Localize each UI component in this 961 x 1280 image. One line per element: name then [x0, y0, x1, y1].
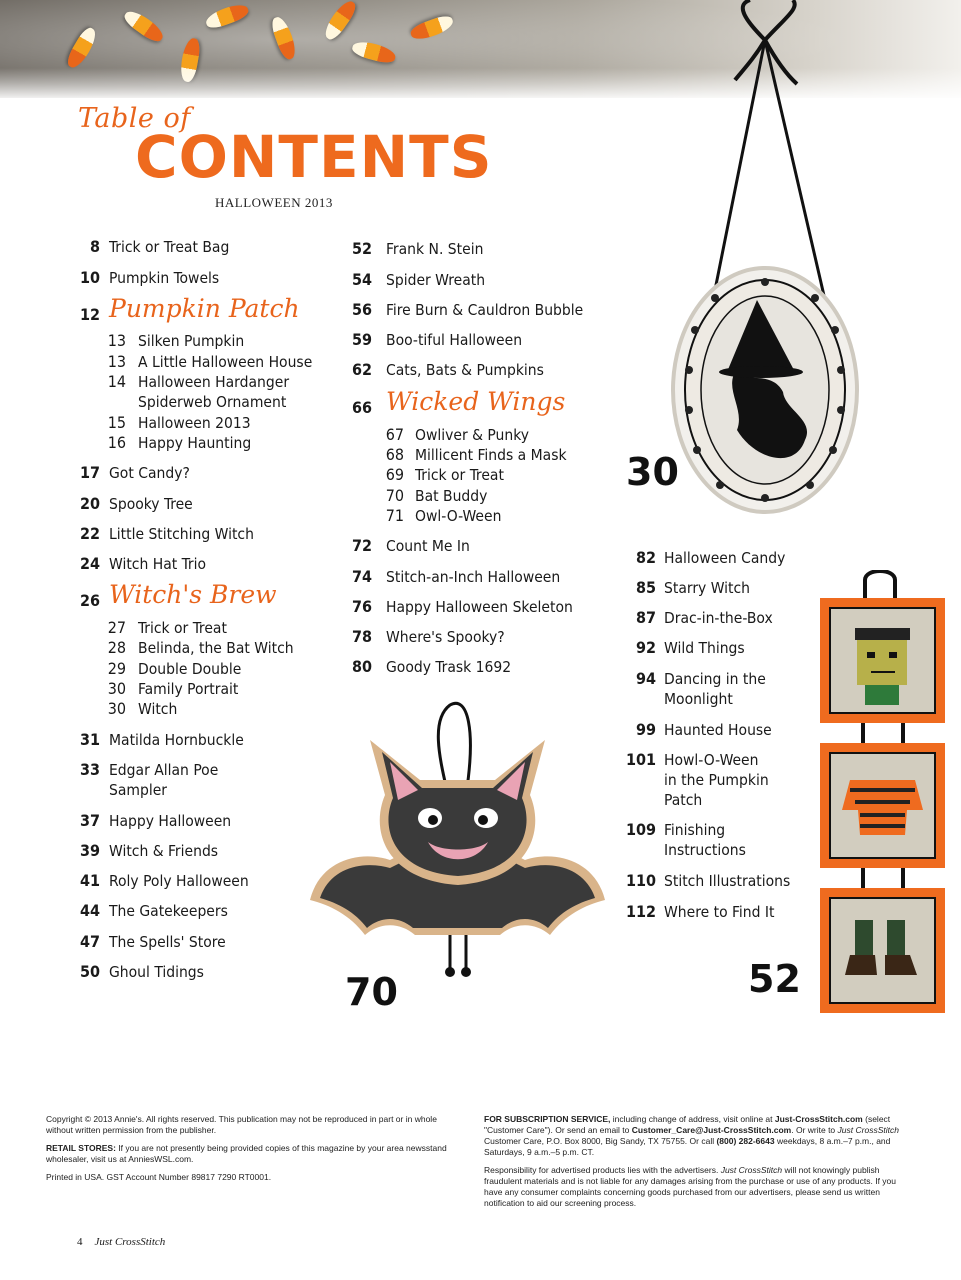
toc-title-line: Spooky Tree	[109, 495, 193, 513]
toc-page-number: 109	[625, 820, 656, 839]
toc-page-number: 17	[79, 463, 100, 482]
toc-title	[109, 554, 206, 574]
toc-page-number: 22	[79, 524, 100, 543]
toc-page-number: 69	[385, 465, 404, 484]
magazine-name: Just CrossStitch	[837, 1125, 899, 1135]
toc-title	[109, 237, 229, 257]
toc-title	[109, 871, 249, 891]
toc-title-line: Halloween Hardanger	[138, 373, 290, 391]
toc-title	[138, 618, 227, 638]
toc-title-line: The Spells' Store	[109, 933, 226, 951]
toc-title-line: Ghoul Tidings	[109, 963, 204, 981]
toc-title-line: Happy Halloween	[109, 812, 232, 830]
toc-title	[415, 506, 501, 526]
toc-title-line: Howl-O-Ween	[664, 751, 759, 769]
toc-page-number: 82	[635, 548, 656, 567]
toc-title	[386, 330, 522, 350]
toc-page-number: 28	[107, 638, 126, 657]
toc-title-line: Wild Things	[664, 639, 745, 657]
candy-corn-icon	[178, 37, 201, 83]
toc-title	[386, 536, 470, 556]
retail-stores-text: If you are not presently being provided copies of this magazine by your area newsstand wholesaler, visit us at AnniesWSL.com.	[46, 1143, 447, 1164]
toc-page-number: 41	[79, 871, 100, 890]
toc-title-line: Spiderweb Ornament	[138, 393, 287, 411]
toc-title	[664, 820, 746, 860]
toc-page-number: 33	[79, 760, 100, 779]
toc-title	[109, 730, 244, 750]
toc-title-line: Dancing in the	[664, 670, 766, 688]
toc-page-number: 99	[635, 720, 656, 739]
toc-page-number: 76	[351, 597, 372, 616]
responsibility-text-1: Responsibility for advertised products lies with the advertisers.	[484, 1165, 719, 1175]
toc-title-line: Stitch Illustrations	[664, 872, 791, 890]
toc-title-line: Stitch-an-Inch Halloween	[386, 568, 561, 586]
toc-page-number: 30	[107, 679, 126, 698]
toc-page-number: 8	[89, 237, 100, 256]
toc-title-line: The Gatekeepers	[109, 902, 228, 920]
toc-page-number: 80	[351, 657, 372, 676]
toc-title-line: Witch	[138, 700, 178, 718]
toc-page-number: 62	[351, 360, 372, 379]
toc-title	[109, 294, 300, 323]
toc-title-line: Count Me In	[386, 537, 470, 555]
toc-page-number: 39	[79, 841, 100, 860]
folio-page-number: 4	[77, 1236, 83, 1248]
toc-page-number: 59	[351, 330, 372, 349]
toc-title-line: Fire Burn & Cauldron Bubble	[386, 301, 584, 319]
toc-title-line: Halloween Candy	[664, 549, 786, 567]
toc-page-number: 26	[79, 591, 100, 610]
toc-page-number: 24	[79, 554, 100, 573]
toc-title	[386, 597, 573, 617]
toc-title	[386, 360, 544, 380]
toc-title	[415, 486, 487, 506]
toc-title-line: Instructions	[664, 841, 746, 859]
toc-title	[664, 578, 750, 598]
toc-title-line: Happy Halloween Skeleton	[386, 598, 573, 616]
toc-title	[386, 270, 485, 290]
toc-page-number: 54	[351, 270, 372, 289]
toc-page-number: 14	[107, 372, 126, 391]
toc-title-line: Got Candy?	[109, 464, 190, 482]
toc-page-number: 112	[625, 902, 656, 921]
toc-page-number: 70	[385, 486, 404, 505]
toc-title-line: Matilda Hornbuckle	[109, 731, 244, 749]
toc-title	[109, 841, 218, 861]
toc-title-line: Drac-in-the-Box	[664, 609, 773, 627]
candy-corn-icon	[351, 39, 398, 66]
copyright-text: Copyright © 2013 Annie's. All rights reserved. This publication may not be reproduced in part or in whole without written permission from the publisher.	[46, 1114, 437, 1135]
toc-title	[664, 548, 785, 568]
toc-title-line: Cats, Bats & Pumpkins	[386, 361, 544, 379]
toc-title-line: Millicent Finds a Mask	[415, 446, 567, 464]
toc-page-number: 30	[107, 699, 126, 718]
toc-title-line: Patch	[664, 791, 703, 809]
toc-title	[109, 901, 228, 921]
toc-title	[109, 524, 254, 544]
toc-title-line: Double Double	[138, 660, 242, 678]
subscription-label: FOR SUBSCRIPTION SERVICE,	[484, 1114, 611, 1124]
toc-title-line: Frank N. Stein	[386, 240, 484, 258]
toc-title	[138, 331, 244, 351]
toc-title-line: Pumpkin Patch	[109, 294, 300, 323]
toc-title-line: Boo-tiful Halloween	[386, 331, 523, 349]
candy-corn-icon	[321, 0, 359, 43]
toc-title	[415, 465, 504, 485]
toc-title	[109, 760, 218, 800]
subscription-text-4: Customer Care, P.O. Box 8000, Big Sandy, TX 75755. Or call	[484, 1136, 715, 1146]
footer-right	[484, 1114, 904, 1216]
toc-page-number: 66	[351, 398, 372, 417]
toc-title-line: Goody Trask 1692	[386, 658, 512, 676]
toc-title-line: Witch Hat Trio	[109, 555, 207, 573]
toc-page-number: 50	[79, 962, 100, 981]
toc-title-line: Owliver & Punky	[415, 426, 530, 444]
toc-title	[664, 669, 766, 709]
page-folio	[77, 1236, 165, 1248]
magazine-name: Just CrossStitch	[720, 1165, 783, 1175]
printed-in-text: Printed in USA. GST Account Number 89817 7290 RT0001.	[46, 1172, 272, 1182]
folio-magazine: Just CrossStitch	[94, 1236, 166, 1248]
candy-corn-icon	[204, 1, 251, 31]
toc-title-line: Silken Pumpkin	[138, 332, 245, 350]
toc-title	[138, 352, 312, 372]
toc-title	[386, 300, 583, 320]
toc-page-number: 68	[385, 445, 404, 464]
toc-title-line: Haunted House	[664, 721, 772, 739]
toc-page-number: 37	[79, 811, 100, 830]
toc-title-line: Owl-O-Ween	[415, 507, 502, 525]
toc-title	[415, 425, 529, 445]
toc-title	[109, 962, 204, 982]
toc-title	[386, 657, 511, 677]
toc-page-number: 85	[635, 578, 656, 597]
toc-title-line: Moonlight	[664, 690, 733, 708]
subscription-text-5: weekdays, 8 a.m.–7 p.m., and Saturdays, 9 a.m.–5 p.m. CT.	[484, 1136, 891, 1157]
responsibility-text-2: will not knowingly publish fraudulent materials and is not liable for any damages arising from the purchase or use of any products. If you have any consumer complaints concerning goods purchased from our advertisers, please send us written notification to aid our screening process.	[484, 1165, 897, 1208]
toc-title	[138, 433, 251, 453]
subscription-phone: (800) 282-6643	[716, 1136, 775, 1146]
toc-title-line: Pumpkin Towels	[109, 269, 220, 287]
subscription-note	[484, 1114, 904, 1158]
toc-page-number: 72	[351, 536, 372, 555]
toc-title-line: A Little Halloween House	[138, 353, 313, 371]
toc-page-number: 29	[107, 659, 126, 678]
toc-title-line: Witch's Brew	[109, 580, 277, 609]
candy-corn-icon	[121, 7, 166, 45]
toc-page-number: 10	[79, 268, 100, 287]
issue-subtitle: HALLOWEEN 2013	[215, 195, 333, 210]
subscription-text-2: (select "Customer Care"). Or send an email to	[484, 1114, 891, 1135]
subscription-site-link[interactable]: Just-CrossStitch.com	[774, 1114, 863, 1124]
photo-page-bat: 70	[345, 970, 398, 1014]
toc-page-number: 71	[385, 506, 404, 525]
toc-page-number: 110	[625, 871, 656, 890]
photo-page-frankenstein: 52	[748, 957, 801, 1001]
toc-title-line: Roly Poly Halloween	[109, 872, 249, 890]
toc-page-number: 87	[635, 608, 656, 627]
toc-title-line: Bat Buddy	[415, 487, 488, 505]
toc-page-number: 47	[79, 932, 100, 951]
toc-title	[109, 463, 190, 483]
toc-page-number: 27	[107, 618, 126, 637]
toc-page-number: 44	[79, 901, 100, 920]
candy-corn-icon	[269, 15, 299, 62]
toc-title	[386, 239, 483, 259]
toc-page-number: 16	[107, 433, 126, 452]
toc-title	[138, 372, 289, 412]
toc-title	[664, 638, 745, 658]
footer-left	[46, 1114, 461, 1190]
subscription-text-1: including change of address, visit online at	[612, 1114, 773, 1124]
toc-title	[109, 580, 277, 609]
toc-page-number: 12	[79, 305, 100, 324]
toc-title-line: Where's Spooky?	[386, 628, 505, 646]
toc-title-line: Where to Find It	[664, 903, 775, 921]
toc-title-line: Belinda, the Bat Witch	[138, 639, 294, 657]
frankenstein-ornament-image	[805, 570, 955, 1025]
toc-page-number: 78	[351, 627, 372, 646]
toc-page-number: 15	[107, 413, 126, 432]
toc-page-number: 92	[635, 638, 656, 657]
toc-title-line: Happy Haunting	[138, 434, 252, 452]
toc-page-number: 13	[107, 352, 126, 371]
toc-title-line: Edgar Allan Poe	[109, 761, 219, 779]
toc-title-line: Trick or Treat Bag	[109, 238, 230, 256]
candy-corn-icon	[409, 13, 456, 43]
candy-corn-icon	[64, 25, 100, 71]
toc-title	[664, 608, 773, 628]
toc-title-line: Family Portrait	[138, 680, 239, 698]
toc-title-line: Halloween 2013	[138, 414, 251, 432]
toc-title	[386, 627, 505, 647]
toc-title	[109, 811, 231, 831]
witch-ornament-image	[665, 0, 865, 515]
toc-page-number: 101	[625, 750, 656, 769]
toc-page-number: 13	[107, 331, 126, 350]
toc-page-number: 67	[385, 425, 404, 444]
subscription-text-3: . Or write to	[791, 1125, 836, 1135]
toc-page-number: 94	[635, 669, 656, 688]
toc-title-line: Witch & Friends	[109, 842, 219, 860]
toc-title	[138, 679, 238, 699]
responsibility-note	[484, 1165, 904, 1209]
page-title: CONTENTS	[135, 123, 493, 191]
toc-title-line: in the Pumpkin	[664, 771, 769, 789]
toc-title	[138, 699, 177, 719]
toc-title	[386, 567, 560, 587]
toc-title	[386, 387, 566, 416]
retail-stores-note	[46, 1143, 461, 1165]
subscription-email-link[interactable]: Customer_Care@Just-CrossStitch.com	[631, 1125, 792, 1135]
toc-page-number: 20	[79, 494, 100, 513]
toc-page-number: 56	[351, 300, 372, 319]
toc-title	[138, 638, 294, 658]
toc-title	[109, 268, 219, 288]
toc-page-number: 52	[351, 239, 372, 258]
photo-page-witch: 30	[626, 450, 679, 494]
toc-title-line: Little Stitching Witch	[109, 525, 254, 543]
toc-page-number: 74	[351, 567, 372, 586]
toc-title	[664, 720, 772, 740]
toc-title-line: Spider Wreath	[386, 271, 486, 289]
bat-ornament-image	[290, 700, 625, 1000]
toc-title	[109, 494, 193, 514]
toc-title-line: Trick or Treat	[138, 619, 227, 637]
toc-title	[664, 750, 769, 810]
toc-title	[138, 659, 241, 679]
toc-title-line: Starry Witch	[664, 579, 751, 597]
toc-title	[664, 871, 790, 891]
toc-page-number: 31	[79, 730, 100, 749]
toc-title	[109, 932, 226, 952]
toc-title-line: Sampler	[109, 781, 168, 799]
toc-title	[664, 902, 775, 922]
toc-title-line: Wicked Wings	[386, 387, 566, 416]
toc-title-line: Finishing	[664, 821, 726, 839]
title-script: Table of	[78, 103, 191, 134]
toc-title	[138, 413, 251, 433]
retail-stores-label: RETAIL STORES:	[46, 1143, 116, 1153]
toc-title-line: Trick or Treat	[415, 466, 504, 484]
toc-title	[415, 445, 567, 465]
